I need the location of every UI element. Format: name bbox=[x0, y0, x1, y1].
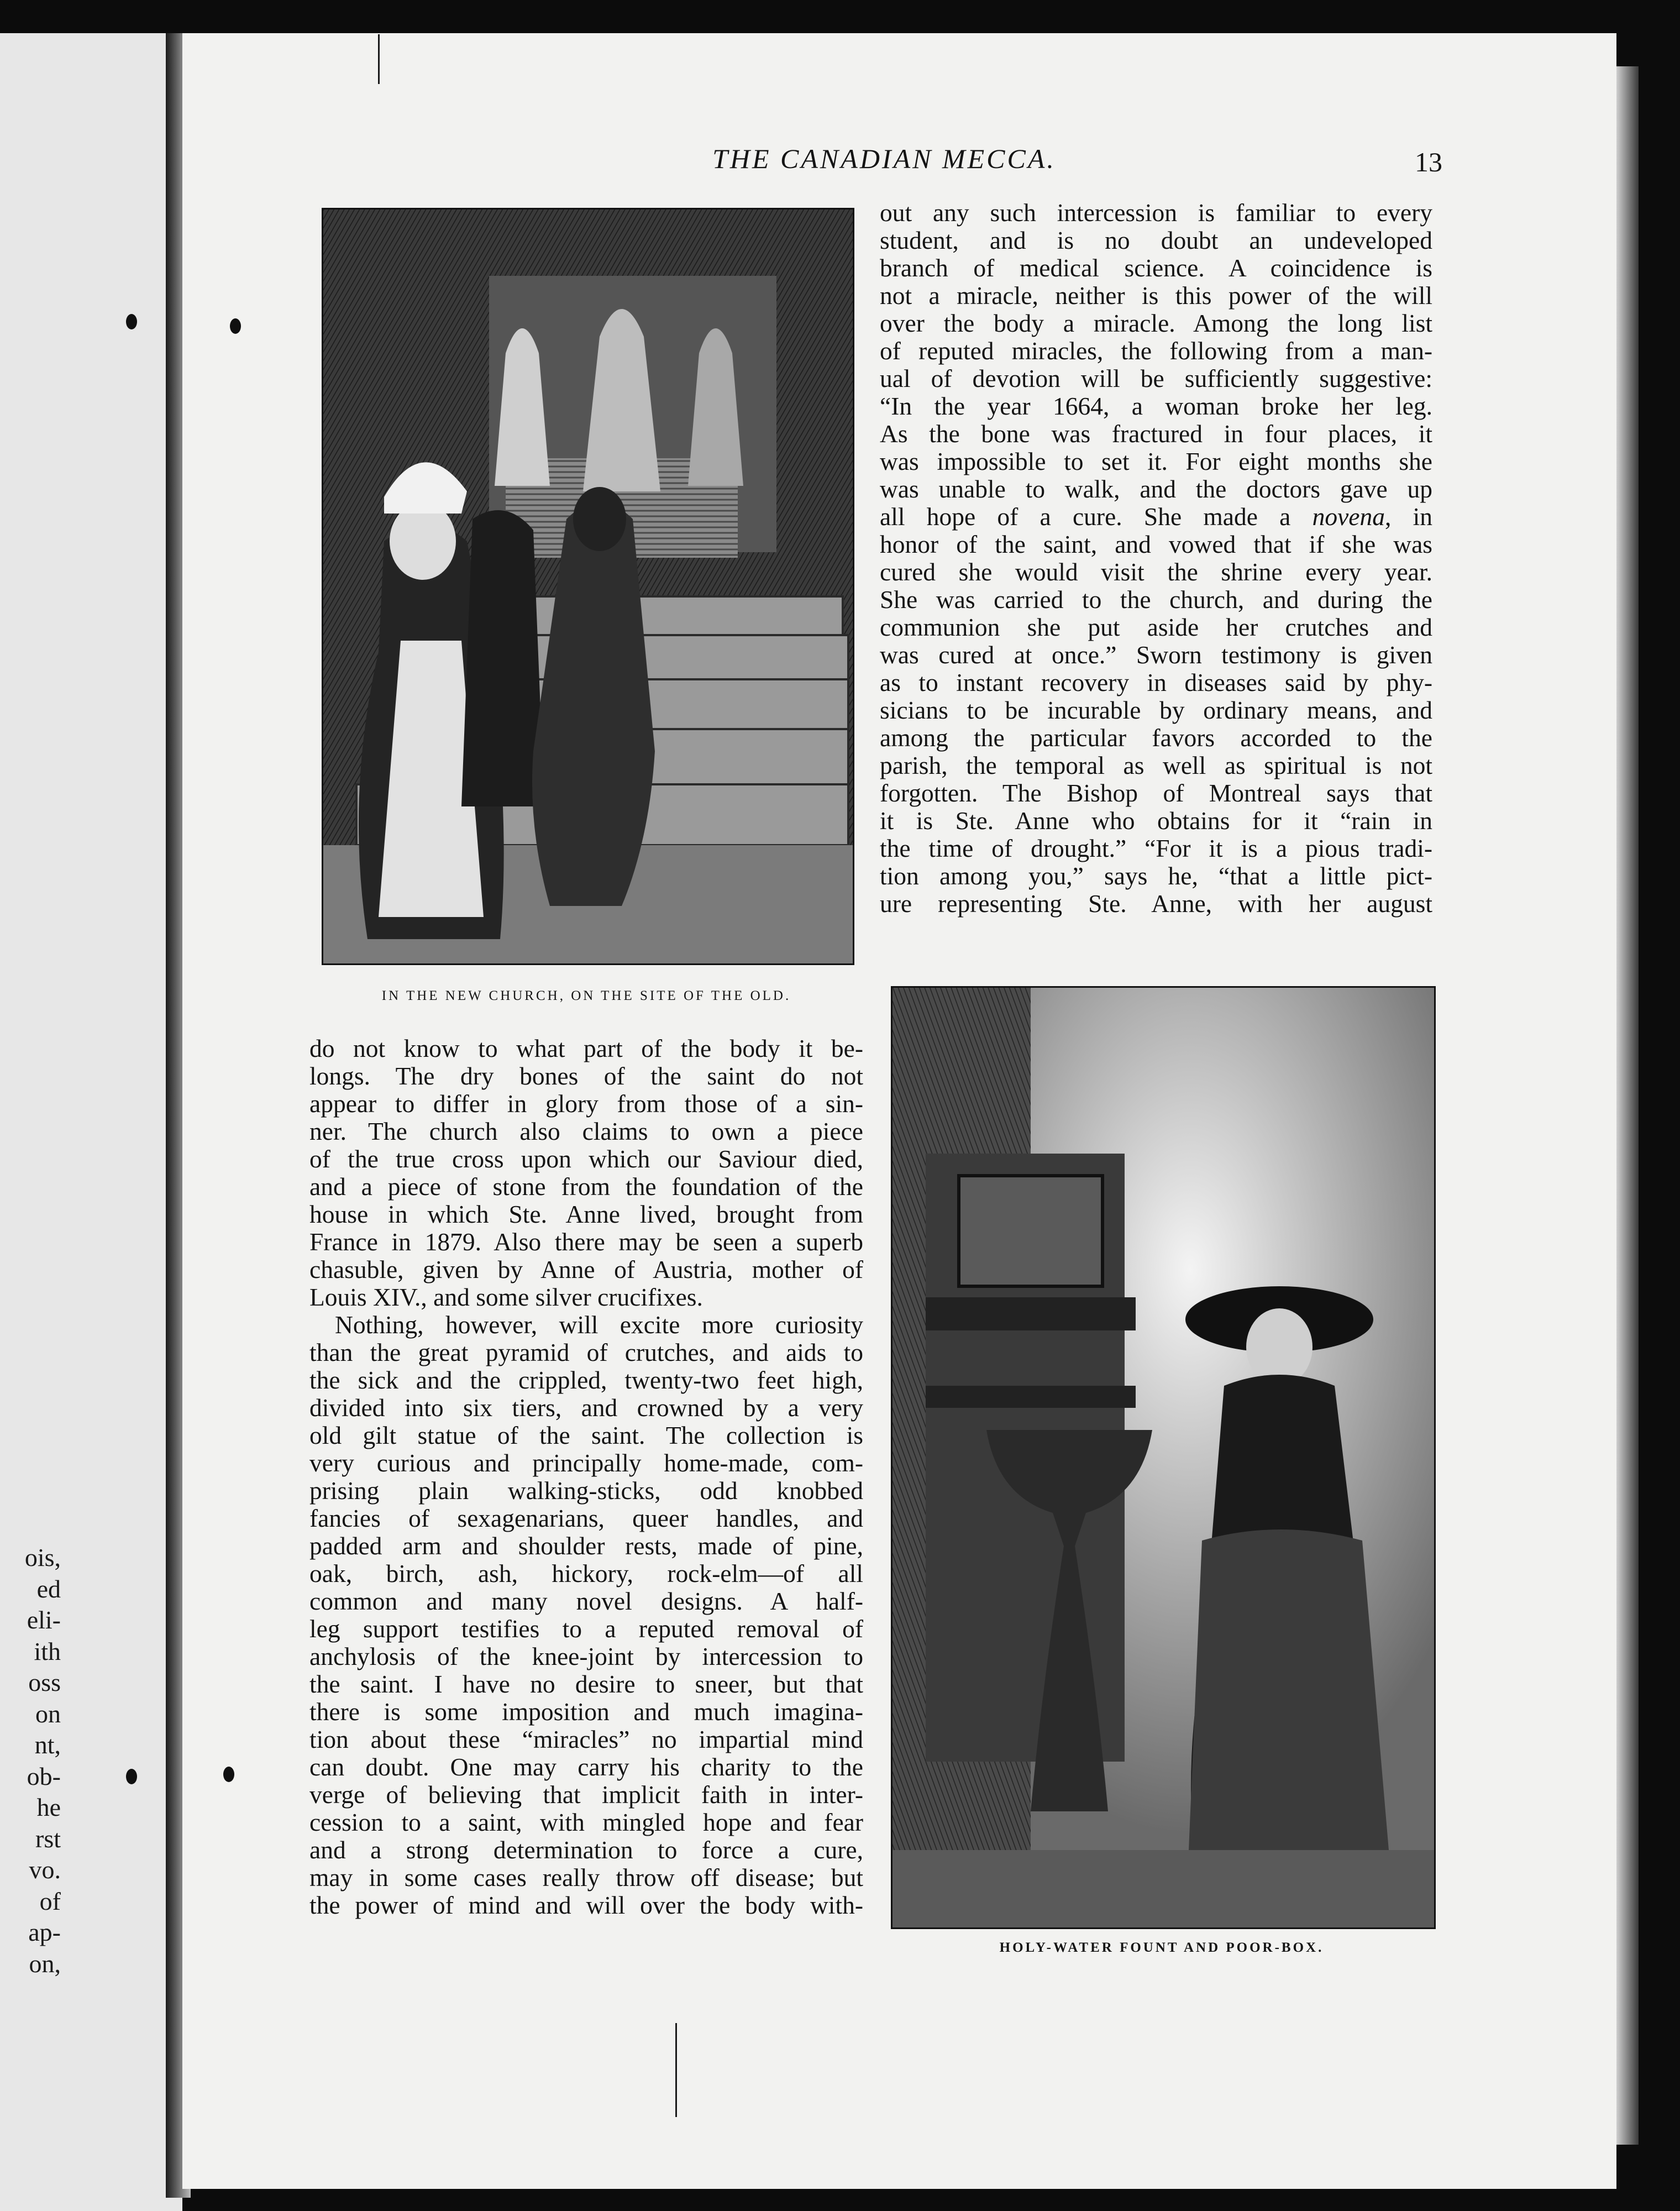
text-line: sicians to be incurable by ordinary means, and bbox=[880, 696, 1432, 724]
page-number: 13 bbox=[1415, 146, 1442, 177]
text-line: old gilt statue of the saint. The collection is bbox=[309, 1421, 863, 1449]
fragment-line: rst bbox=[35, 1824, 61, 1853]
text-line: tion among you,” says he, “that a little pict- bbox=[880, 862, 1432, 890]
text-line: it is Ste. Anne who obtains for it “rain in bbox=[880, 806, 1432, 835]
binding-thread-mark bbox=[675, 2023, 677, 2117]
paragraph bbox=[309, 1035, 863, 1311]
text-line: chasuble, given by Anne of Austria, mother of bbox=[309, 1255, 863, 1283]
text-line: not a miracle, neither is this power of the will bbox=[880, 281, 1432, 310]
binding-hole bbox=[223, 1767, 234, 1782]
text-line: parish, the temporal as well as spiritual is not bbox=[880, 751, 1432, 779]
text-line: was cured at once.” Sworn testimony is given bbox=[880, 641, 1432, 669]
text-line: over the body a miracle. Among the long list bbox=[880, 309, 1432, 337]
fragment-line: on, bbox=[29, 1949, 61, 1978]
text-line: France in 1879. Also there may be seen a superb bbox=[309, 1228, 863, 1256]
text-line: of the true cross upon which our Saviour died, bbox=[309, 1145, 863, 1173]
binding-thread-mark bbox=[378, 34, 380, 84]
text-line: cured she would visit the shrine every year. bbox=[880, 558, 1432, 586]
fragment-line: nt, bbox=[34, 1731, 61, 1759]
text-line: the sick and the crippled, twenty-two feet high, bbox=[309, 1366, 863, 1394]
fragment-line: on bbox=[35, 1699, 61, 1728]
text-column-right bbox=[880, 199, 1432, 918]
text-line: and a piece of stone from the foundation of the bbox=[309, 1172, 863, 1201]
text-line: appear to differ in glory from those of a sin- bbox=[309, 1089, 863, 1118]
engraving-new-church bbox=[322, 208, 854, 965]
text-line: do not know to what part of the body it be- bbox=[309, 1034, 863, 1062]
text-line: tion about these “miracles” no impartial mind bbox=[309, 1725, 863, 1753]
binding-hole bbox=[126, 1769, 137, 1784]
fragment-line: eli- bbox=[27, 1606, 61, 1634]
fragment-line: ap- bbox=[28, 1918, 61, 1946]
text-line: Louis XIV., and some silver crucifixes. bbox=[309, 1283, 703, 1311]
text-line: common and many novel designs. A half- bbox=[309, 1587, 863, 1615]
text-line: out any such intercession is familiar to every bbox=[880, 198, 1432, 227]
text-line: Nothing, however, will excite more curiosity bbox=[335, 1311, 863, 1339]
text-line: ure representing Ste. Anne, with her august bbox=[880, 889, 1432, 918]
binding-hole bbox=[230, 318, 241, 334]
text-line: “In the year 1664, a woman broke her leg. bbox=[880, 392, 1432, 420]
fragment-line: oss bbox=[28, 1668, 61, 1696]
fragment-line: vo. bbox=[29, 1856, 61, 1884]
text-line: honor of the saint, and vowed that if she was bbox=[880, 530, 1432, 558]
fragment-line: he bbox=[36, 1793, 61, 1821]
text-line: the power of mind and will over the body with- bbox=[309, 1891, 863, 1919]
figure-caption: HOLY-WATER FOUNT AND POOR-BOX. bbox=[999, 1940, 1324, 1955]
text-line: was unable to walk, and the doctors gave up bbox=[880, 475, 1432, 503]
text-line: of reputed miracles, the following from a man- bbox=[880, 337, 1432, 365]
fragment-line: of bbox=[39, 1887, 61, 1915]
facing-page-text-fragment bbox=[0, 1542, 61, 1979]
fragment-line: ob- bbox=[27, 1762, 61, 1790]
text-line: branch of medical science. A coincidence is bbox=[880, 254, 1432, 282]
running-title: THE CANADIAN MECCA. bbox=[712, 143, 1056, 174]
page-edge-shadow bbox=[1616, 66, 1639, 2145]
engraving-holy-water-fount-picture bbox=[893, 988, 1434, 1927]
text-line: verge of believing that implicit faith in inter- bbox=[309, 1780, 863, 1809]
paragraph bbox=[309, 1311, 863, 1919]
text-line: forgotten. The Bishop of Montreal says that bbox=[880, 779, 1432, 807]
text-line: divided into six tiers, and crowned by a very bbox=[309, 1393, 863, 1422]
text-line: leg support testifies to a reputed removal of bbox=[309, 1615, 863, 1643]
text-line: As the bone was fractured in four places, it bbox=[880, 420, 1432, 448]
text-line: anchylosis of the knee-joint by intercession to bbox=[309, 1642, 863, 1670]
fragment-line: ed bbox=[36, 1574, 61, 1603]
text-line: fancies of sexagenarians, queer handles, and bbox=[309, 1504, 863, 1532]
text-line: prising plain walking-sticks, odd knobbed bbox=[309, 1476, 863, 1505]
text-line: student, and is no doubt an undeveloped bbox=[880, 226, 1432, 254]
text-line: house in which Ste. Anne lived, brought from bbox=[309, 1200, 863, 1228]
text-line: among the particular favors accorded to the bbox=[880, 724, 1432, 752]
text-line: ner. The church also claims to own a piece bbox=[309, 1117, 863, 1145]
text-line: may in some cases really throw off disease; but bbox=[309, 1863, 863, 1892]
text-line: can doubt. One may carry his charity to the bbox=[309, 1753, 863, 1781]
text-line: all hope of a cure. She made a novena, in bbox=[880, 502, 1432, 531]
text-line: She was carried to the church, and during the bbox=[880, 585, 1432, 614]
text-line: oak, birch, ash, hickory, rock-elm—of all bbox=[309, 1559, 863, 1587]
figure-caption: IN THE NEW CHURCH, ON THE SITE OF THE OLD. bbox=[381, 988, 791, 1003]
text-line: communion she put aside her crutches and bbox=[880, 613, 1432, 641]
text-line: very curious and principally home-made, com- bbox=[309, 1449, 863, 1477]
text-column-left bbox=[309, 1035, 863, 1919]
text-line: there is some imposition and much imagina- bbox=[309, 1697, 863, 1726]
text-line: and a strong determination to force a cure, bbox=[309, 1836, 863, 1864]
fragment-line: ois, bbox=[24, 1543, 61, 1571]
text-line: the time of drought.” “For it is a pious tradi- bbox=[880, 834, 1432, 862]
text-line: padded arm and shoulder rests, made of pine, bbox=[309, 1532, 863, 1560]
text-line: ual of devotion will be sufficiently suggestive: bbox=[880, 364, 1432, 392]
text-line: than the great pyramid of crutches, and aids to bbox=[309, 1338, 863, 1366]
engraving-new-church-picture bbox=[323, 209, 853, 963]
fragment-line: ith bbox=[34, 1637, 61, 1665]
engraving-holy-water-fount bbox=[891, 986, 1436, 1929]
text-line: longs. The dry bones of the saint do not bbox=[309, 1062, 863, 1090]
text-line: was impossible to set it. For eight months she bbox=[880, 447, 1432, 475]
binding-hole bbox=[126, 314, 137, 329]
text-line: the saint. I have no desire to sneer, but that bbox=[309, 1670, 863, 1698]
text-line: as to instant recovery in diseases said by phy- bbox=[880, 668, 1432, 696]
text-line: cession to a saint, with mingled hope and fear bbox=[309, 1808, 863, 1836]
